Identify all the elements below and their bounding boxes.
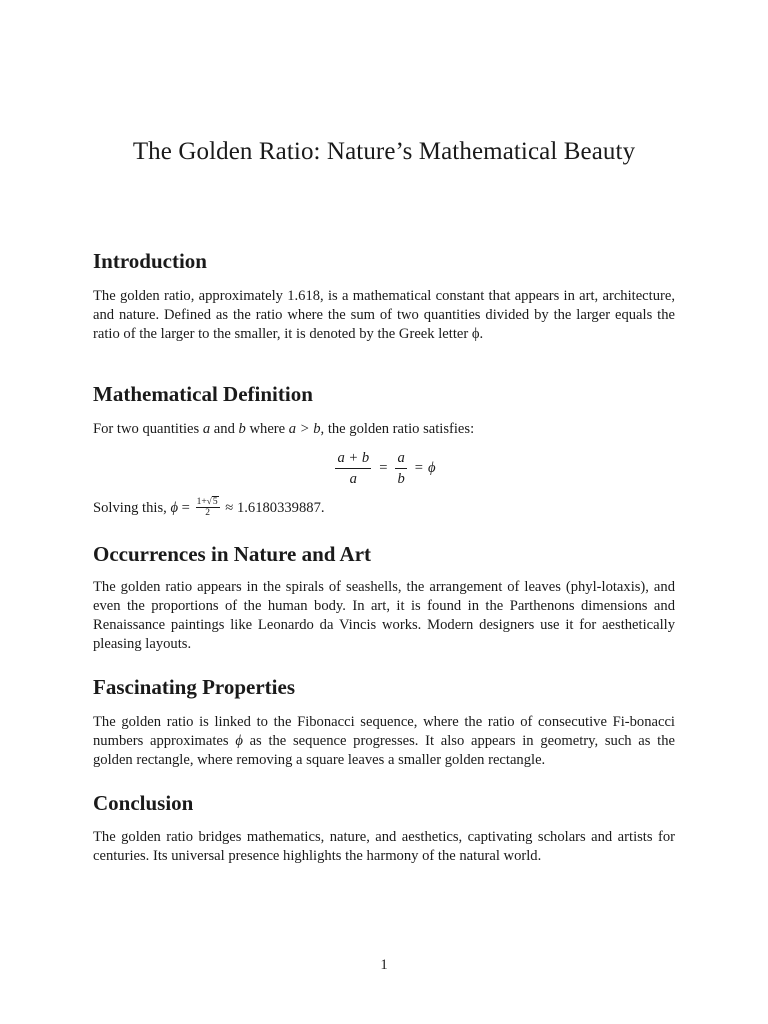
golden-ratio-equation	[0, 448, 768, 488]
section-heading-definition: Mathematical Definition	[93, 382, 313, 406]
fraction-a-plus-b-over-a	[335, 450, 371, 487]
definition-intro-prefix: For two quantities	[93, 421, 203, 437]
numerator-one-plus: 1+	[196, 497, 207, 507]
paragraph-occurrences: The golden ratio appears in the spirals of seashells, the arrangement of leaves (phyl-lotaxis), and even the proportions of the human body. In art, it is found in the Parthenons dimensions and Renaissance paintings like Leonardo da Vincis works. Modern designers use it for aesthetically pleasing layouts.	[93, 579, 675, 652]
paragraph-introduction: The golden ratio, approximately 1.618, is a mathematical constant that appears in art, architecture, and nature. Defined as the ratio where the sum of two quantities divided by the larger equals the ratio of the larger to the smaller, it is denoted by the Greek letter ϕ.	[93, 288, 675, 342]
fraction-one-plus-root-five-over-two	[196, 497, 220, 518]
fraction-denominator: 2	[205, 508, 210, 518]
section-heading-conclusion: Conclusion	[93, 791, 194, 815]
equals-sign: =	[414, 459, 423, 476]
document-title: The Golden Ratio: Nature’s Mathematical Beauty	[132, 138, 636, 165]
approximation-value: ≈ 1.6180339887.	[225, 499, 325, 516]
paragraph-solution	[93, 498, 675, 519]
equals-sign: =	[181, 499, 190, 516]
variable-b: b	[238, 421, 246, 437]
section-heading-introduction: Introduction	[93, 249, 207, 273]
fraction-a-over-b	[395, 450, 406, 487]
definition-intro-suffix: , the golden ratio satisfies:	[320, 421, 475, 437]
phi-symbol: ϕ	[170, 499, 179, 516]
page-number: 1	[380, 957, 388, 973]
variable-a: a	[202, 421, 211, 437]
sqrt-argument: 5	[212, 497, 218, 507]
fraction-numerator: a	[395, 450, 406, 469]
fraction-denominator: b	[397, 470, 405, 487]
phi-symbol: ϕ	[427, 459, 436, 476]
condition-expression: a > b	[288, 421, 321, 437]
section-heading-properties: Fascinating Properties	[93, 675, 296, 699]
equals-sign: =	[379, 459, 388, 476]
fraction-numerator	[196, 497, 220, 508]
properties-text-prefix: The golden ratio is linked to the Fibonacci sequence, where the ratio of consecutive Fi-bonacci numbers approximates	[93, 714, 675, 749]
square-root: √5	[206, 497, 218, 507]
fraction-numerator: a + b	[335, 450, 371, 469]
section-heading-occurrences: Occurrences in Nature and Art	[93, 542, 372, 566]
properties-text-suffix: as the sequence progresses. It also appears in geometry, such as the golden rectangle, where removing a square leaves a smaller golden rectangle.	[93, 733, 675, 768]
phi-symbol: ϕ	[235, 733, 243, 749]
definition-where-text: where	[245, 421, 289, 437]
paragraph-conclusion: The golden ratio bridges mathematics, nature, and aesthetics, captivating scholars and artists for centuries. Its universal presence highlights the harmony of the natural world.	[93, 829, 675, 864]
fraction-denominator: a	[349, 470, 357, 487]
solution-prefix: Solving this,	[93, 499, 171, 516]
definition-and-text: and	[210, 421, 239, 437]
paragraph-properties	[93, 713, 675, 770]
paragraph-definition-intro	[93, 420, 675, 439]
